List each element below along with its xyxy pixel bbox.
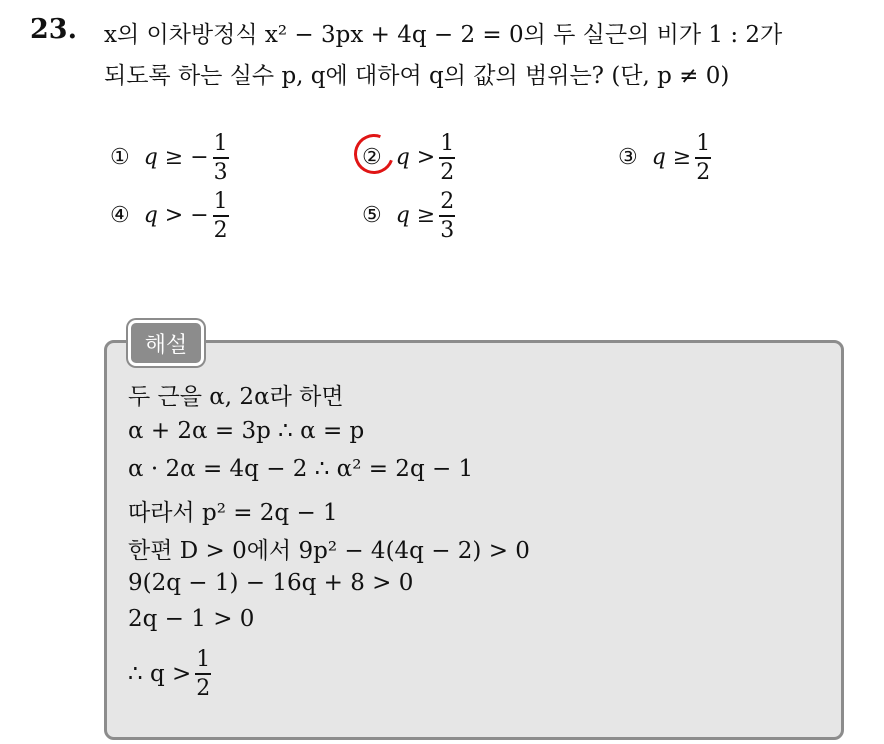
fraction (439, 132, 455, 184)
denominator: 2 (213, 217, 228, 243)
fraction (213, 190, 229, 242)
denominator: 2 (196, 675, 211, 701)
denominator: 2 (696, 159, 711, 185)
choice-expression: q > − (143, 203, 209, 229)
choice-number: ① (110, 145, 130, 171)
solution-line-2: α + 2α = 3p ∴ α = p (128, 418, 365, 444)
solution-final-line (128, 648, 211, 700)
choice-expression: q ≥ (651, 145, 692, 171)
choice-3[interactable] (618, 132, 711, 184)
fraction (213, 132, 229, 184)
choice-5[interactable] (362, 190, 455, 242)
denominator: 3 (440, 217, 455, 243)
choice-number: ② (362, 145, 382, 171)
numerator: 2 (440, 189, 455, 214)
denominator: 3 (213, 159, 228, 185)
fraction-bar (695, 157, 711, 159)
solution-line-1: 두 근을 α, 2α라 하면 (128, 384, 344, 410)
numerator: 1 (696, 131, 711, 156)
fraction-bar (195, 673, 211, 675)
fraction (695, 132, 711, 184)
fraction-bar (439, 157, 455, 159)
choice-number: ③ (618, 145, 638, 171)
solution-line-5: 한편 D > 0에서 9p² − 4(4q − 2) > 0 (128, 538, 530, 564)
fraction (195, 648, 211, 700)
fraction-bar (213, 157, 229, 159)
numerator: 1 (196, 647, 211, 672)
solution-line-3: α · 2α = 4q − 2 ∴ α² = 2q − 1 (128, 456, 474, 482)
question-text-line2: 되도록 하는 실수 p, q에 대하여 q의 값의 범위는? (단, p ≠ 0) (104, 63, 730, 89)
numerator: 1 (440, 131, 455, 156)
solution-tab: 해설 (128, 320, 204, 366)
question-text-line1: x의 이차방정식 x² − 3px + 4q − 2 = 0의 두 실근의 비가 1 : 2가 (104, 22, 783, 48)
choice-1[interactable] (110, 132, 229, 184)
question-number: 23. (30, 14, 77, 45)
choice-expression: q ≥ − (143, 145, 209, 171)
denominator: 2 (440, 159, 455, 185)
choice-number: ⑤ (362, 203, 382, 229)
choice-expression: q > (395, 145, 436, 171)
fraction (439, 190, 455, 242)
fraction-bar (439, 215, 455, 217)
final-prefix: ∴ q > (128, 660, 192, 687)
solution-line-4: 따라서 p² = 2q − 1 (128, 500, 338, 526)
choice-number: ④ (110, 203, 130, 229)
numerator: 1 (213, 189, 228, 214)
solution-line-6: 9(2q − 1) − 16q + 8 > 0 (128, 570, 414, 596)
choice-expression: q ≥ (395, 203, 436, 229)
fraction-bar (213, 215, 229, 217)
solution-line-7: 2q − 1 > 0 (128, 606, 255, 632)
choice-4[interactable] (110, 190, 229, 242)
numerator: 1 (213, 131, 228, 156)
